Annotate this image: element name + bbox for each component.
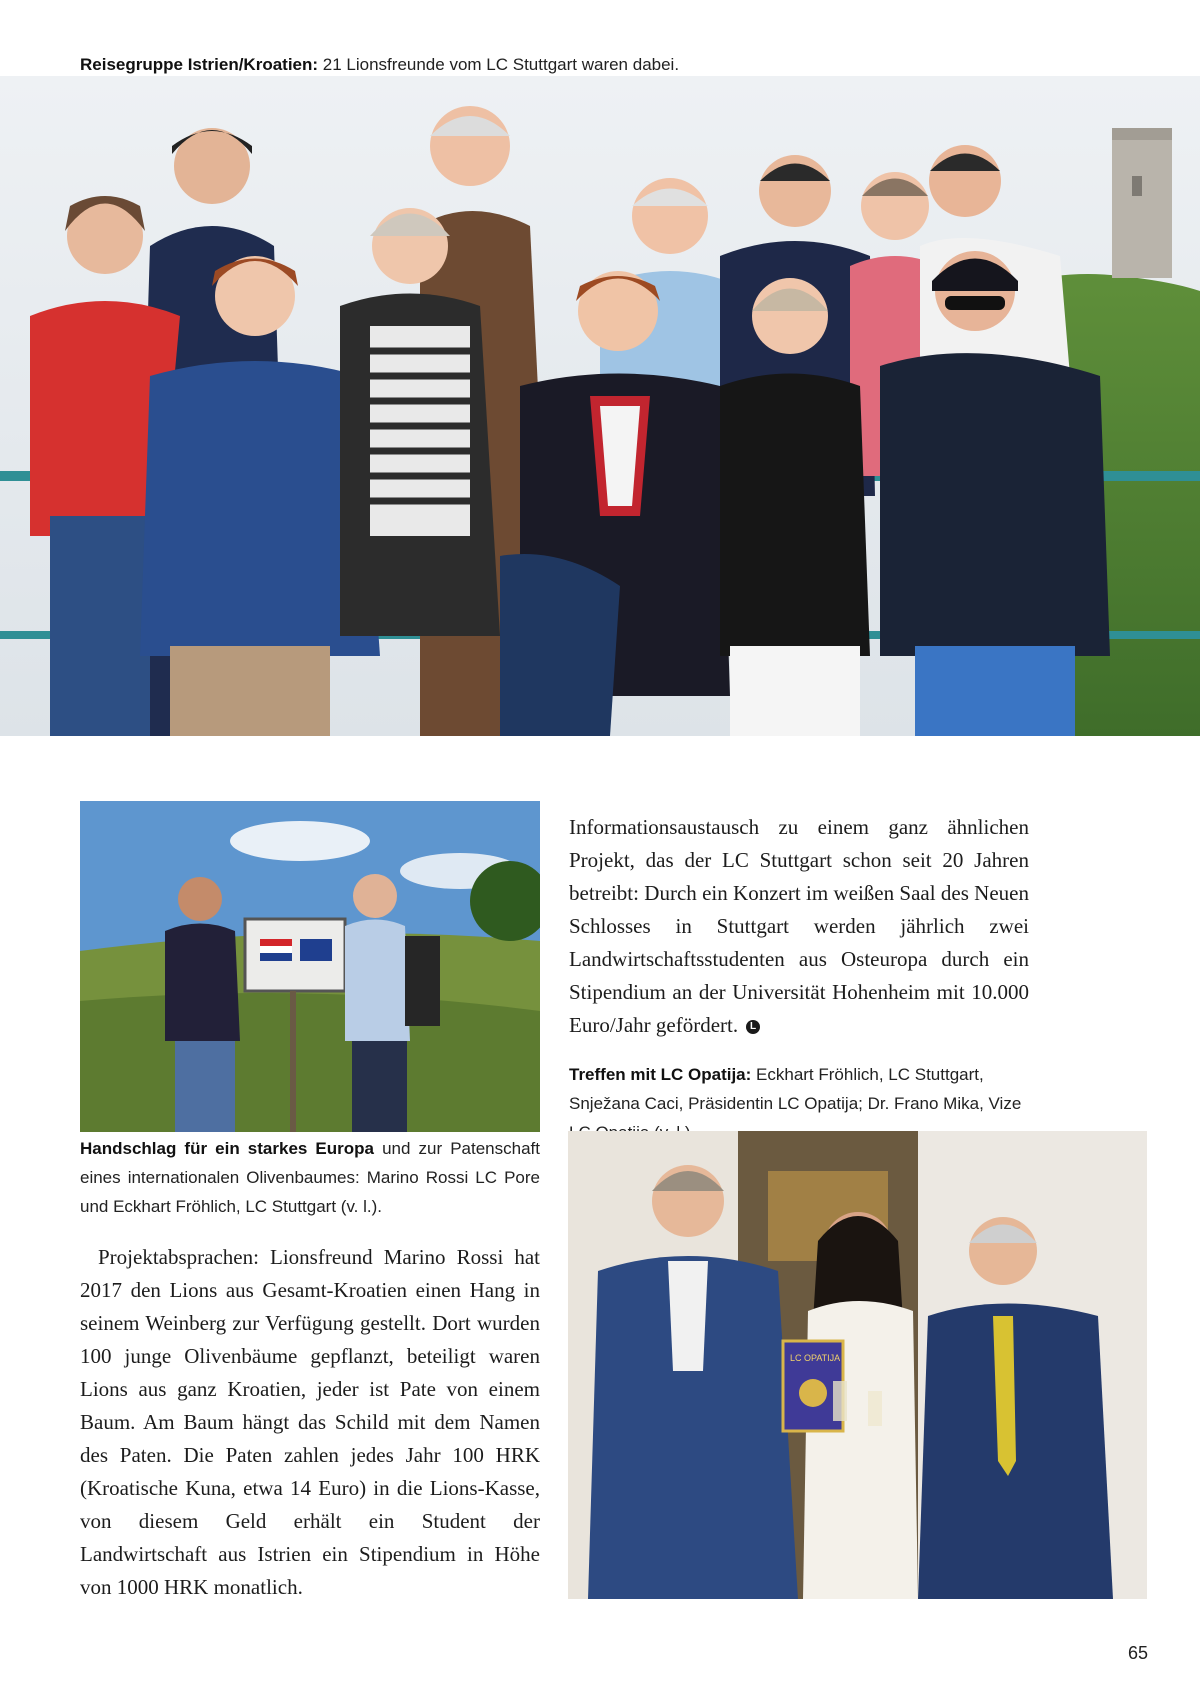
handshake-photo-illustration bbox=[80, 801, 540, 1132]
group-photo bbox=[0, 76, 1200, 736]
handshake-caption-title: Handschlag für ein starkes Europa bbox=[80, 1139, 374, 1158]
group-photo-caption-title: Reisegruppe Istrien/Kroatien: bbox=[80, 55, 319, 74]
opatija-photo-illustration bbox=[568, 1131, 1147, 1599]
handshake-photo bbox=[80, 801, 540, 1132]
article-paragraph-exchange-text: Informationsaustausch zu einem ganz ähnlichen Projekt, das der LC Stuttgart schon seit 20 Jahren betreibt: Durch ein Konzert im weißen Saal des Neuen Schlosses in Stuttgart werden jährlich zwei Landwirtschaftsstudenten aus Osteuropa durch ein Stipendium an der Universität Hohenheim mit 10.000 Euro/Jahr gefördert. bbox=[569, 815, 1029, 1037]
opatija-caption-title: Treffen mit LC Opatija: bbox=[569, 1065, 752, 1084]
page-number: 65 bbox=[1127, 1643, 1148, 1663]
opatija-caption-text: Eckhart Fröhlich, LC Stuttgart, Snježana Caci, Präsidentin LC Opatija; Dr. Frano Mika, Vize bbox=[569, 1065, 1022, 1113]
opatija-photo bbox=[568, 1131, 1147, 1599]
group-photo-caption-text: 21 Lionsfreunde vom LC Stuttgart waren dabei. bbox=[318, 55, 680, 74]
article-paragraph-project: Projektabsprachen: Lionsfreund Marino Rossi hat 2017 den Lions aus Gesamt-Kroatien einen Hang in seinem Weinberg zur Verfügung gestellt. Dort wurden 100 junge Olivenbäume gepflanzt, beteiligt waren Lions aus ganz Kroatien, jeder ist Pate von einem Baum. Am Baum hängt das Schild mit dem Namen des Paten. Die Paten zahlen jedes Jahr 100 HRK (Kroatische Kuna, etwa 14 Euro) in die Lions-Kasse, von diesem Geld erhält ein Student der Landwirtschaft aus Istrien ein Stipendium in Höhe von 1000 HRK monatlich. bbox=[80, 1245, 540, 1599]
left-column-article-text bbox=[80, 1241, 540, 1604]
article-paragraph-exchange bbox=[569, 811, 1029, 1042]
handshake-caption-text: und zur Patenschaft eines internationalen Olivenbaumes: Marino Rossi LC Pore und Eckhart Fröhlich, LC Stuttgart (v. l.). bbox=[80, 1139, 540, 1216]
group-photo-caption bbox=[80, 50, 679, 79]
opatija-banner-text: LC OPATIJA bbox=[790, 1353, 841, 1363]
group-photo-illustration bbox=[0, 76, 1200, 736]
lions-end-mark-icon: L bbox=[746, 1020, 760, 1034]
handshake-photo-caption bbox=[80, 1134, 540, 1221]
right-column-article-text bbox=[569, 811, 1029, 1042]
